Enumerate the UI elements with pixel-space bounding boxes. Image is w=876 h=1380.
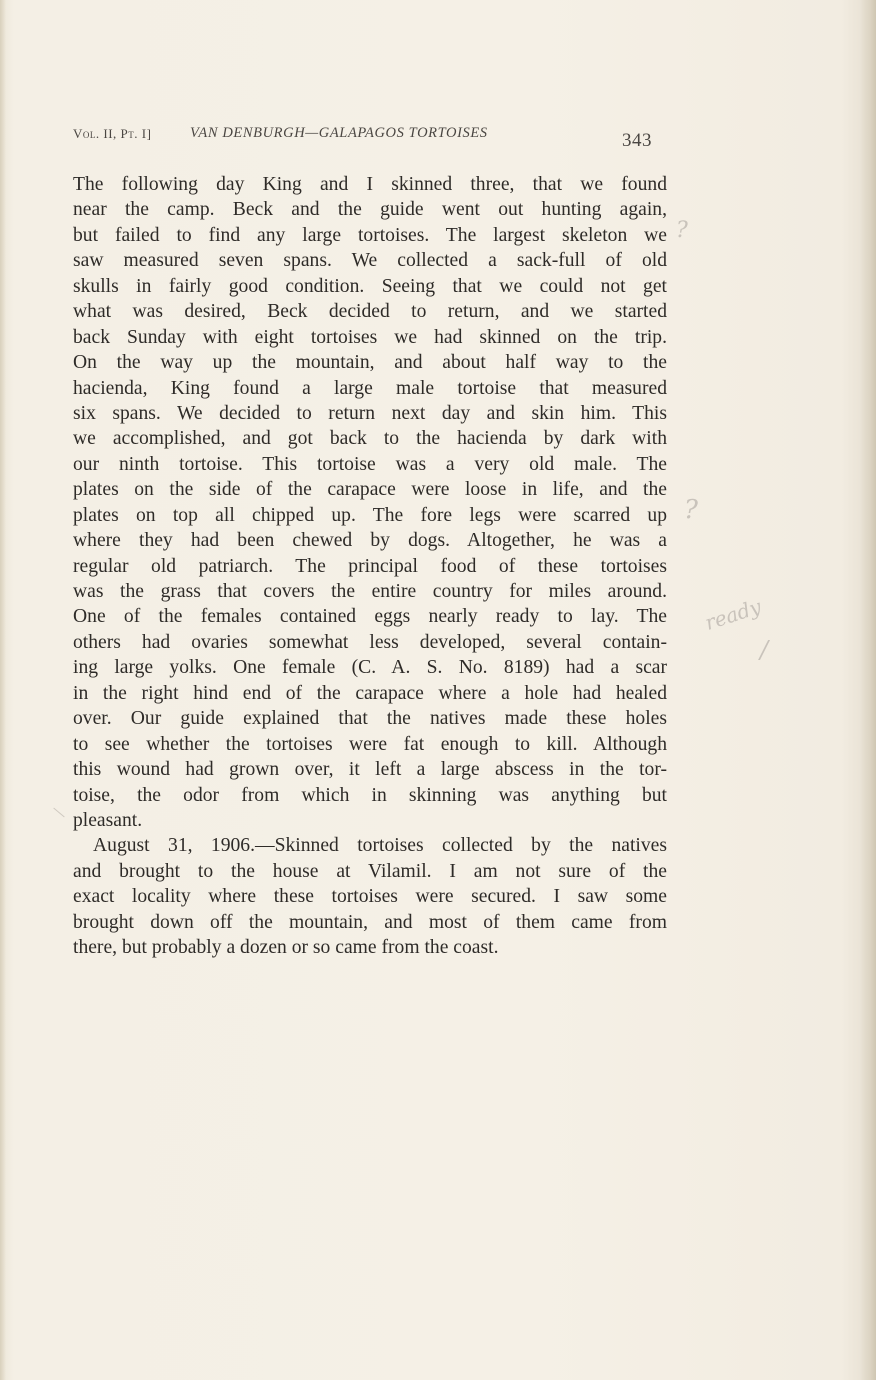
text-line: our ninth tortoise. This tortoise was a very old male. The	[73, 453, 667, 475]
text-line: but failed to find any large tortoises. The largest skeleton we	[73, 224, 667, 246]
text-line: plates on the side of the carapace were loose in life, and the	[73, 479, 667, 501]
pencil-annotation: ready	[702, 594, 765, 635]
pencil-tick-mark	[53, 808, 64, 818]
text-line: near the camp. Beck and the guide went out hunting again,	[73, 199, 667, 221]
text-line: where they had been chewed by dogs. Altogether, he was a	[73, 530, 667, 552]
text-line: over. Our guide explained that the natives made these holes	[73, 708, 667, 730]
page-left-edge	[0, 0, 6, 1380]
text-line: six spans. We decided to return next day and skin him. This	[73, 402, 667, 424]
body-text	[73, 172, 667, 961]
text-line: One of the females contained eggs nearly ready to lay. The	[73, 606, 667, 628]
text-line: and brought to the house at Vilamil. I am not sure of the	[73, 860, 667, 882]
text-line: plates on top all chipped up. The fore legs were scarred up	[73, 504, 667, 526]
text-line: in the right hind end of the carapace where a hole had healed	[73, 682, 667, 704]
text-line: toise, the odor from which in skinning was anything but	[73, 784, 667, 806]
pencil-annotation: /	[760, 636, 769, 664]
running-title: VAN DENBURGH—GALAPAGOS TORTOISES	[190, 125, 488, 141]
pencil-annotation: ?	[684, 495, 698, 525]
text-line: pleasant.	[73, 809, 143, 831]
text-line: regular old patriarch. The principal food of these tortoises	[73, 555, 667, 577]
text-line: to see whether the tortoises were fat enough to kill. Although	[73, 733, 667, 755]
text-line: back Sunday with eight tortoises we had skinned on the trip.	[73, 326, 667, 348]
text-line: exact locality where these tortoises were secured. I saw some	[73, 886, 667, 908]
running-head	[73, 124, 673, 150]
text-line: others had ovaries somewhat less developed, several contain-	[73, 631, 667, 653]
volume-label: Vol. II, Pt. I]	[73, 126, 152, 141]
text-line: skulls in fairly good condition. Seeing that we could not get	[73, 275, 667, 297]
text-line: was the grass that covers the entire country for miles around.	[73, 581, 667, 602]
page-number: 343	[622, 130, 652, 151]
text-line: we accomplished, and got back to the hacienda by dark with	[73, 428, 667, 450]
text-line: The following day King and I skinned three, that we found	[73, 174, 667, 195]
pencil-annotation: ?	[676, 218, 688, 243]
text-line: ing large yolks. One female (C. A. S. No. 8189) had a scar	[73, 657, 667, 679]
page-right-edge	[860, 0, 876, 1380]
text-line: On the way up the mountain, and about half way to the	[73, 352, 667, 374]
text-line: there, but probably a dozen or so came from the coast.	[73, 937, 499, 959]
text-line: hacienda, King found a large male tortoise that measured	[73, 377, 667, 399]
text-line: August 31, 1906.—Skinned tortoises collected by the natives	[93, 835, 667, 857]
text-line: brought down off the mountain, and most of them came from	[73, 911, 667, 933]
text-line: saw measured seven spans. We collected a sack-full of old	[73, 250, 667, 272]
text-line: what was desired, Beck decided to return, and we started	[73, 301, 667, 323]
text-line: this wound had grown over, it left a large abscess in the tor-	[73, 759, 667, 781]
